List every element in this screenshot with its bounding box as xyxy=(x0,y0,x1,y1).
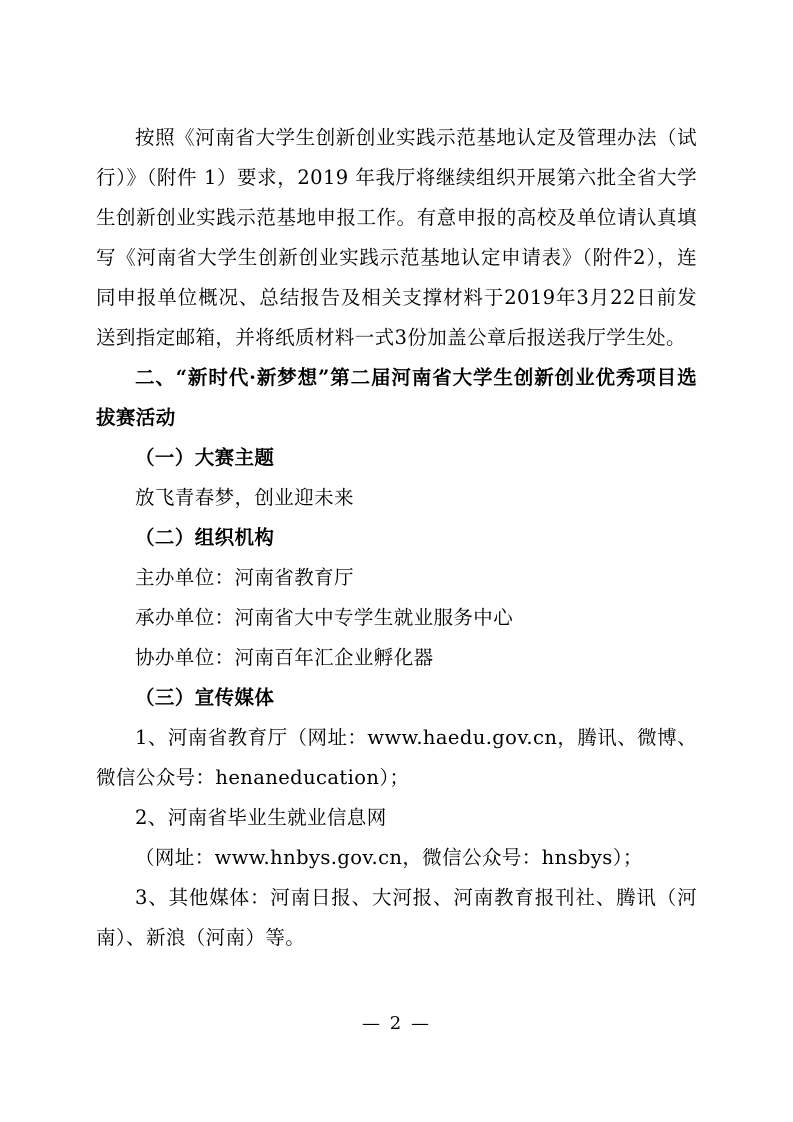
subheading-contest-theme: （一）大赛主题 xyxy=(135,446,275,469)
paragraph-theme-slogan: 放飞青春梦，创业迎未来 xyxy=(135,486,354,509)
paragraph-media-item-2-url: （网址：www.hnbys.gov.cn，微信公众号：hnsbys）； xyxy=(135,846,643,869)
page-number: — 2 — xyxy=(362,1013,431,1034)
paragraph-media-item-1: 1、河南省教育厅（网址：www.haedu.gov.cn，腾讯、微博、微信公众号：henaneducation）； xyxy=(96,726,697,789)
paragraph-media-item-3: 3、其他媒体：河南日报、大河报、河南教育报刊社、腾讯（河南）、新浪（河南）等。 xyxy=(96,886,697,949)
subheading-organization: （二）组织机构 xyxy=(135,526,275,549)
paragraph-host-unit: 主办单位：河南省教育厅 xyxy=(135,566,354,589)
paragraph-application-notice: 按照《河南省大学生创新创业实践示范基地认定及管理办法（试行）》（附件 1）要求，2019 年我厅将继续组织开展第六批全省大学生创新创业实践示范基地申报工作。有意申报的高校及单位请认真填写《河南省大学生创新创业实践示范基地认定申请表》（附件2），连同申报单位概况、总结报告及相关支撑材料于2019年3月22日前发送到指定邮箱，并将纸质材料一式3份加盖公章后报送我厅学生处。 xyxy=(96,126,697,349)
paragraph-coorganizer-unit: 协办单位：河南百年汇企业孵化器 xyxy=(135,646,434,669)
subheading-media: （三）宣传媒体 xyxy=(135,686,275,709)
document-body xyxy=(96,118,697,958)
section-heading-two: 二、“新时代·新梦想”第二届河南省大学生创新创业优秀项目选拔赛活动 xyxy=(96,366,697,429)
paragraph-organizer-unit: 承办单位：河南省大中专学生就业服务中心 xyxy=(135,606,514,629)
paragraph-media-item-2: 2、河南省毕业生就业信息网 xyxy=(135,806,387,829)
